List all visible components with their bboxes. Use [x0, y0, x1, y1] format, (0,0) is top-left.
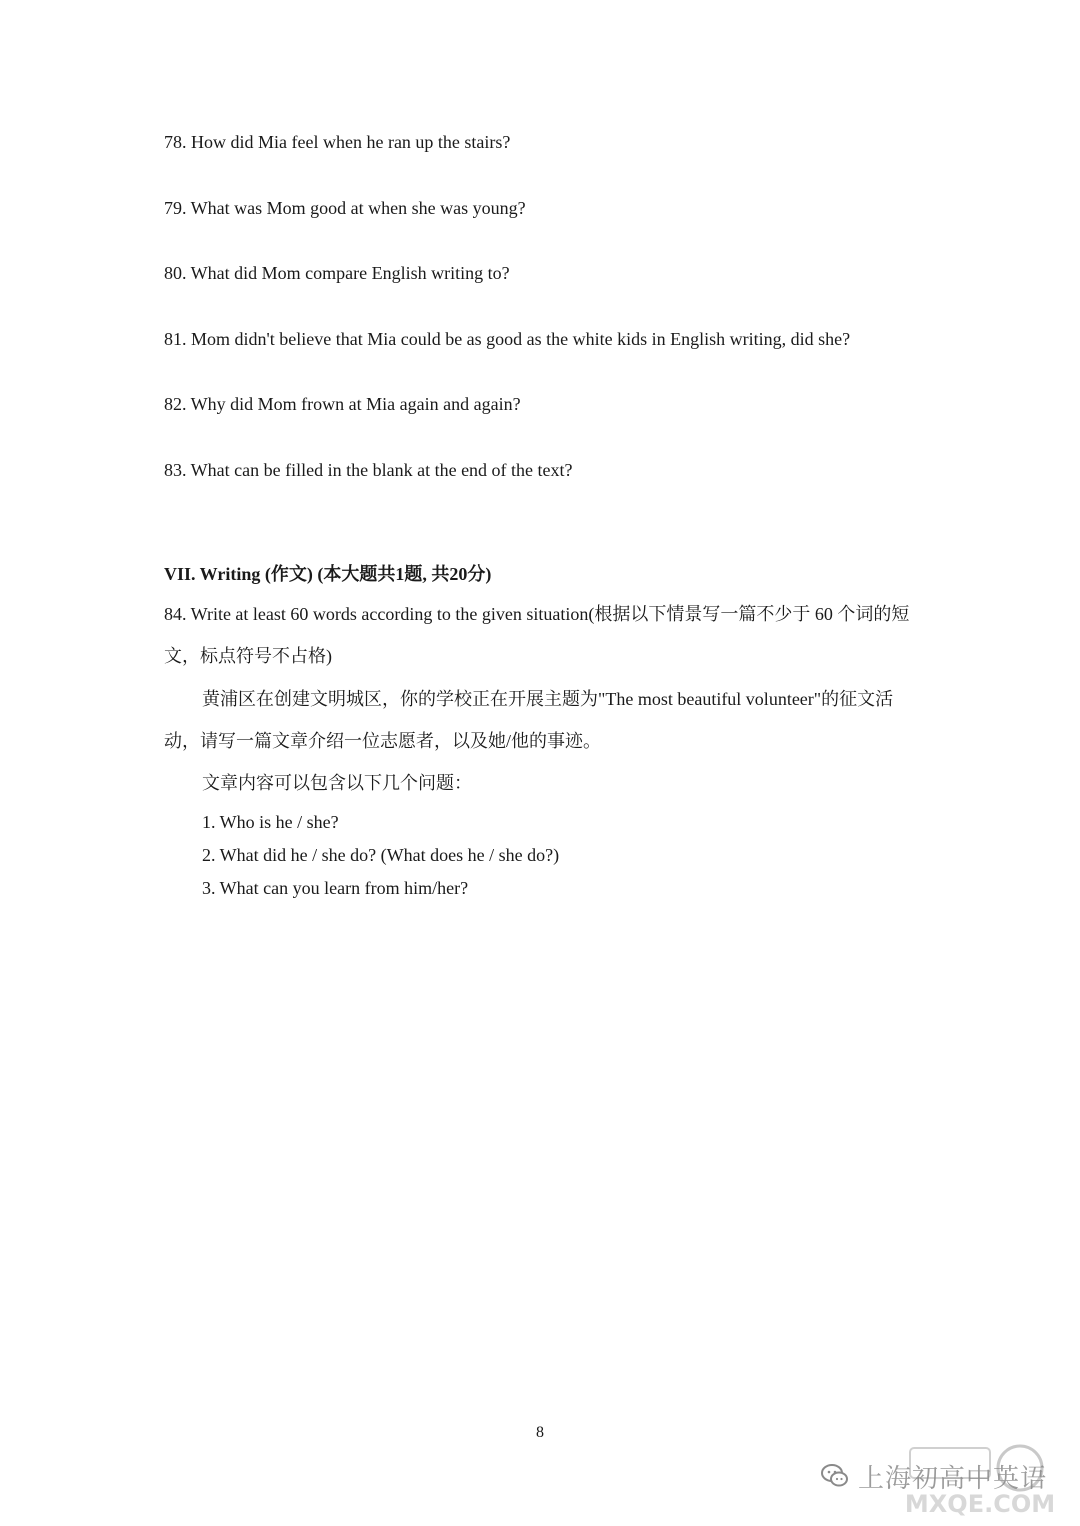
question-83: 83. What can be filled in the blank at the end of the text? — [164, 460, 573, 480]
question-79: 79. What was Mom good at when she was young? — [164, 198, 526, 218]
wechat-icon — [820, 1461, 850, 1491]
question-82: 82. Why did Mom frown at Mia again and again? — [164, 394, 521, 414]
page-number: 8 — [536, 1424, 544, 1441]
watermark-account-text: 上海初高中英语 — [858, 1463, 1048, 1494]
point-item: 1. Who is he / she? — [202, 812, 339, 832]
points-intro: 文章内容可以包含以下几个问题： — [202, 773, 472, 793]
point-item: 2. What did he / she do? (What does he / she do?) — [202, 845, 560, 865]
question-81: 81. Mom didn't believe that Mia could be as good as the white kids in English writing, did she? — [164, 329, 851, 349]
writing-prompt: 84. Write at least 60 words according to the given situation(根据以下情景写一篇不少于 60 个词的短文，标点符号不占格) — [164, 604, 910, 666]
account-watermark — [820, 1446, 1070, 1506]
question-80: 80. What did Mom compare English writing to? — [164, 263, 510, 283]
question-78: 78. How did Mia feel when he ran up the stairs? — [164, 132, 511, 152]
watermark-site-text: MXQE.COM — [905, 1490, 1055, 1518]
point-item: 3. What can you learn from him/her? — [202, 878, 469, 898]
writing-situation: 黄浦区在创建文明城区，你的学校正在开展主题为"The most beautiful volunteer"的征文活动，请写一篇文章介绍一位志愿者，以及她/他的事迹。 — [164, 689, 894, 751]
writing-section-heading: VII. Writing (作文) (本大题共1题, 共20分) — [164, 564, 492, 584]
